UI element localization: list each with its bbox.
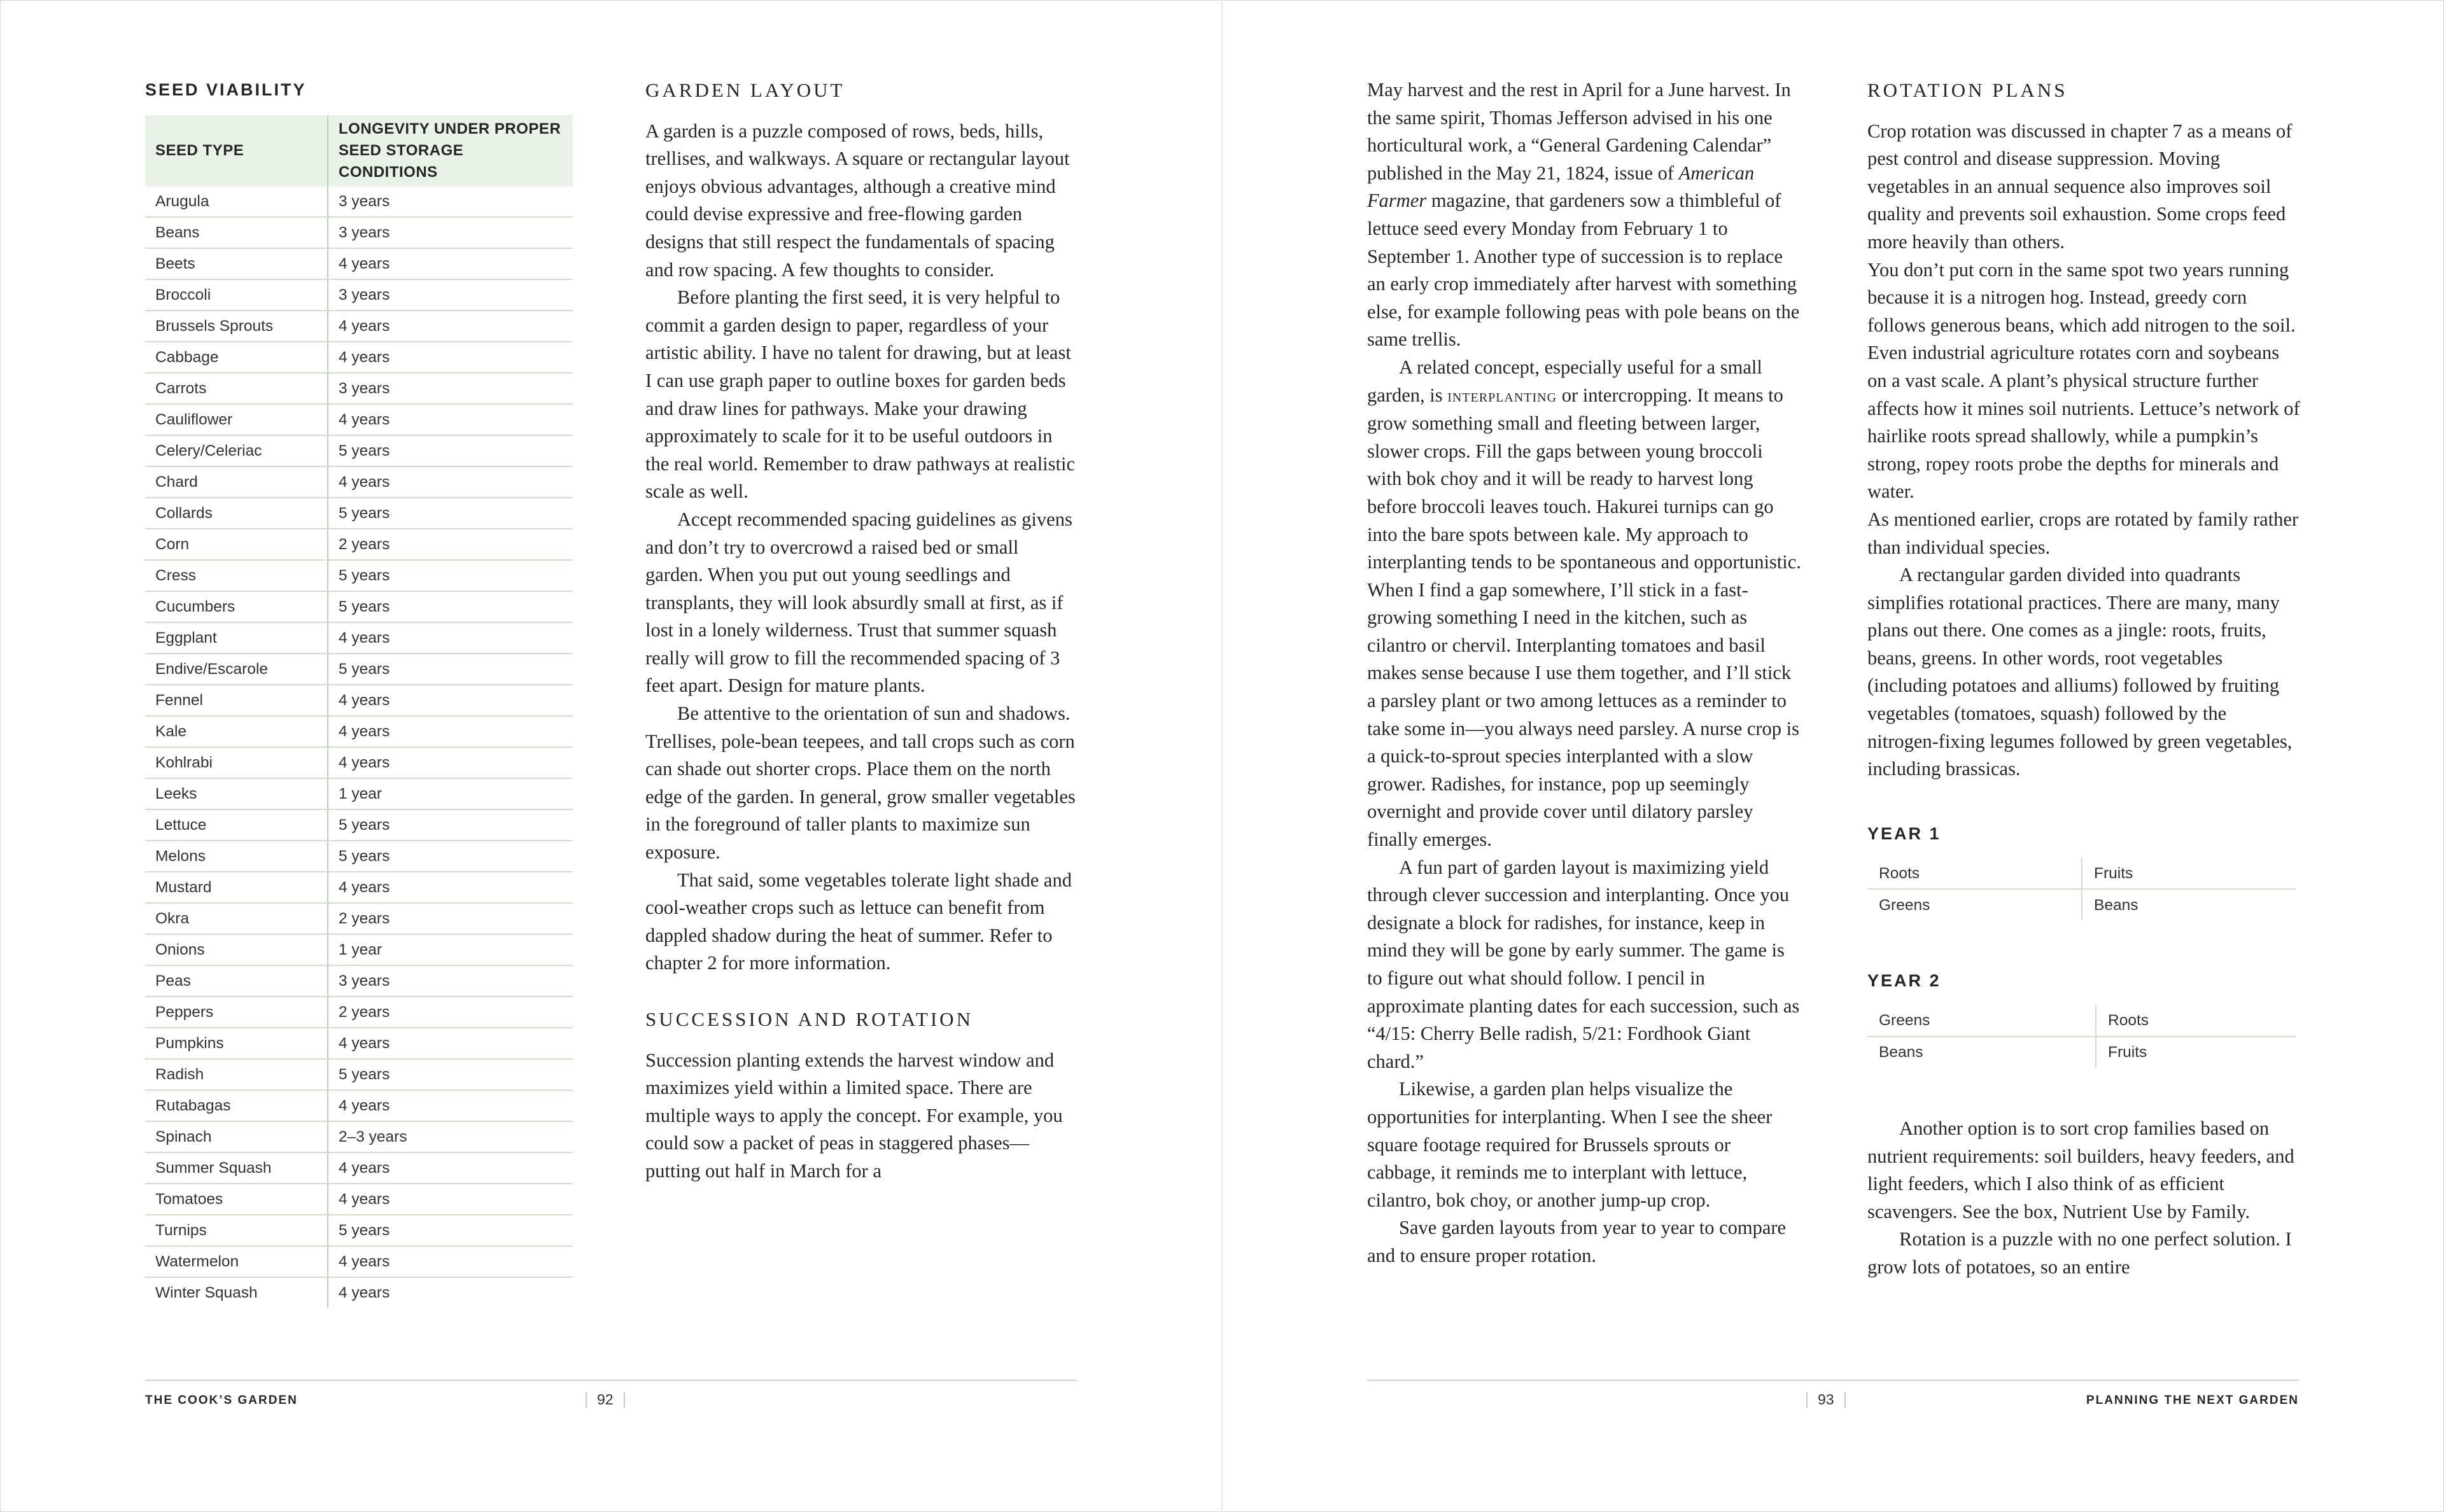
seed-viability-title: SEED VIABILITY [145, 80, 307, 99]
longevity-cell: 5 years [328, 591, 573, 622]
longevity-cell: 4 years [328, 248, 573, 279]
garden-layout-paragraph: That said, some vegetables tolerate light shade and cool-weather crops such as lettuce can benefit from dappled shadow during the heat of summer. Refer to chapter 2 for more information. [645, 869, 1072, 974]
table-row [145, 841, 573, 872]
table-row [145, 560, 573, 591]
seed-type-cell: Pumpkins [145, 1028, 328, 1059]
longevity-cell: 2 years [328, 997, 573, 1028]
seed-type-cell: Okra [145, 903, 328, 934]
succession-heading: SUCCESSION AND ROTATION [645, 1008, 973, 1030]
longevity-cell: 3 years [328, 965, 573, 997]
longevity-cell: 4 years [328, 1028, 573, 1059]
rotation-paragraph: Crop rotation was discussed in chapter 7 as a means of pest control and disease suppression. Moving vegetables in an annual sequence also improves soil quality and prevents soil exhaustion. Some crops feed more heavily than others. [1867, 120, 2293, 253]
grid-cell: Greens [1867, 1005, 2096, 1036]
rotation-paragraph: A rectangular garden divided into quadrants simplifies rotational practices. There are many, many plans out there. One comes as a jingle: roots, fruits, beans, greens. In other words, root vegetables (including potatoes and alliums) followed by fruiting vegetables (tomatoes, squash) followed by the nitrogen-fixing legumes followed by green vegetables, including brassicas. [1867, 564, 2293, 780]
seed-type-cell: Carrots [145, 373, 328, 404]
seed-type-cell: Beans [145, 217, 328, 248]
table-row [145, 934, 573, 965]
seed-type-cell: Eggplant [145, 622, 328, 654]
table-row [145, 716, 573, 747]
footer-rule-left [145, 1380, 1077, 1381]
table-row [145, 404, 573, 435]
seed-type-cell: Rutabagas [145, 1090, 328, 1121]
seed-type-cell: Summer Squash [145, 1152, 328, 1184]
seed-type-cell: Mustard [145, 872, 328, 903]
table-row [145, 1246, 573, 1277]
table-row [145, 622, 573, 654]
year-2-label: YEAR 2 [1867, 971, 1941, 991]
grid-cell: Greens [1867, 890, 2082, 920]
seed-table-body [145, 186, 573, 1308]
garden-layout-paragraph: Accept recommended spacing guidelines as givens and don’t try to overcrowd a raised bed or small garden. When you put out young seedlings and transplants, they will look absurdly small at first, as if lost in a lonely wilderness. Trust that summer squash really will grow to fill the recommended spacing of 3 feet apart. Design for mature plants. [645, 508, 1072, 697]
table-row [145, 342, 573, 373]
table-row [145, 529, 573, 560]
interplanting-term: interplanting [1447, 385, 1557, 406]
garden-layout-heading: GARDEN LAYOUT [645, 79, 845, 101]
succession-paragraph: May harvest and the rest in April for a June harvest. In the same spirit, Thomas Jefferson advised in his one horticultural work, a “General Gardening Calendar” published in the May 21, 1824, issue of American Farmer magazine, that gardeners sow a thimbleful of lettuce seed every Monday from February 1 to September 1. Another type of succession is to replace an early crop immediately after harvest with something else, for example following peas with pole beans on the same trellis. [1367, 79, 1800, 351]
longevity-cell: 4 years [328, 342, 573, 373]
grid-cell: Fruits [2108, 1044, 2147, 1061]
table-row [145, 1059, 573, 1090]
interplanting-paragraph: A related concept, especially useful for a small garden, is interplanting or intercropping. It means to grow something small and fleeting between larger, slower crops. Fill the gaps between young broccoli with bok choy and it will be ready to harvest long before broccoli leaves touch. Hakurei turnips can go into the bare spots between kale. My approach to interplanting tends to be spontaneous and opportunistic. When I find a gap somewhere, I’ll stick in a fast-growing something I need in the kitchen, such as cilantro or chervil. Interplanting tomatoes and basil makes sense because I use them together, and I’ll stick a parsley plant or two among lettuces as a reminder to take some in—you always need parsley. A nurse crop is a quick-to-sprout species interplanted with a slow grower. Radishes, for instance, pop up seemingly overnight and provide cover until dilatory parsley finally emerges. [1367, 356, 1801, 851]
longevity-cell: 4 years [328, 311, 573, 342]
longevity-cell: 3 years [328, 279, 573, 311]
succession-paragraph: A fun part of garden layout is maximizing yield through clever succession and interplanting. Once you designate a block for radishes, for instance, keep in mind they will be gone by early summer. The game is to figure out what should follow. I pencil in approximate planting dates for each succession, such as “4/15: Cherry Belle radish, 5/21: Fordhook Giant chard.” [1367, 856, 1800, 1072]
longevity-cell: 5 years [328, 809, 573, 841]
table-row [145, 1215, 573, 1246]
longevity-cell: 4 years [328, 1246, 573, 1277]
seed-type-cell: Winter Squash [145, 1277, 328, 1308]
rotation-paragraph: As mentioned earlier, crops are rotated by family rather than individual species. [1867, 508, 2299, 558]
table-row [145, 248, 573, 279]
seed-type-cell: Endive/Escarole [145, 654, 328, 685]
folio-divider [1806, 1392, 1808, 1408]
seed-type-cell: Cabbage [145, 342, 328, 373]
garden-layout-paragraph: Before planting the first seed, it is very helpful to commit a garden design to paper, regardless of your artistic ability. I have no talent for drawing, but at least I can use graph paper to outline boxes for garden beds and draw lines for pathways. Make your drawing approximately to scale for it to be useful outdoors in the real world. Remember to draw pathways at realistic scale as well. [645, 286, 1075, 503]
seed-type-cell: Arugula [145, 186, 328, 217]
seed-type-cell: Watermelon [145, 1246, 328, 1277]
seed-type-cell: Peas [145, 965, 328, 997]
longevity-header: LONGEVITY UNDER PROPER SEED STORAGE CONDITIONS [328, 115, 573, 186]
year-2-grid [1867, 1005, 2296, 1068]
longevity-cell: 4 years [328, 622, 573, 654]
longevity-cell: 5 years [328, 654, 573, 685]
garden-layout-paragraph: A garden is a puzzle composed of rows, beds, hills, trellises, and walkways. A square or rectangular layout enjoys obvious advantages, although a creative mind could devise expressive and free-flowing garden designs that still respect the fundamentals of spacing and row spacing. A few thoughts to consider. [645, 120, 1070, 281]
seed-type-cell: Leeks [145, 778, 328, 809]
longevity-cell: 2 years [328, 529, 573, 560]
longevity-cell: 4 years [339, 1284, 390, 1301]
grid-row [1867, 858, 2296, 890]
table-row [145, 186, 573, 217]
rotation-paragraph: Rotation is a puzzle with no one perfect solution. I grow lots of potatoes, so an entire [1867, 1228, 2292, 1278]
succession-paragraph: Likewise, a garden plan helps visualize the opportunities for interplanting. When I see the sheer square footage required for Brussels sprouts or cabbage, it reminds me to interplant with lettuce, cilantro, bok choy, or another jump-up crop. [1367, 1078, 1773, 1211]
succession-paragraph: Save garden layouts from year to year to compare and to ensure proper rotation. [1367, 1217, 1787, 1266]
page-number-text: 93 [1818, 1391, 1834, 1408]
seed-type-cell: Brussels Sprouts [145, 311, 328, 342]
succession-paragraph: Succession planting extends the harvest window and maximizes yield within a limited space. There are multiple ways to apply the concept. For example, you could sow a packet of peas in staggered phases—putting out half in March for a [645, 1049, 1063, 1182]
longevity-cell: 4 years [328, 1184, 573, 1215]
seed-type-cell: Radish [145, 1059, 328, 1090]
year-1-label: YEAR 1 [1867, 823, 1941, 843]
longevity-cell: 2 years [328, 903, 573, 934]
longevity-cell: 4 years [328, 466, 573, 498]
table-row [145, 1277, 573, 1308]
seed-type-cell: Lettuce [145, 809, 328, 841]
running-title-right: PLANNING THE NEXT GARDEN [2086, 1394, 2299, 1407]
page-number-text: 92 [597, 1391, 614, 1408]
rotation-paragraph: Another option is to sort crop families based on nutrient requirements: soil builders, heavy feeders, and light feeders, which I also think of as efficient scavengers. See the box, Nutrient Use by Family. [1867, 1117, 2294, 1222]
folio-divider [586, 1392, 587, 1408]
table-row [145, 373, 573, 404]
seed-type-cell: Kale [145, 716, 328, 747]
longevity-cell: 2–3 years [328, 1121, 573, 1152]
longevity-cell: 5 years [328, 841, 573, 872]
footer-rule-right [1367, 1380, 2299, 1381]
seed-type-cell: Spinach [145, 1121, 328, 1152]
table-row [145, 778, 573, 809]
table-row [145, 279, 573, 311]
seed-type-cell: Peppers [145, 997, 328, 1028]
longevity-cell: 5 years [328, 1215, 573, 1246]
longevity-cell: 4 years [328, 685, 573, 716]
table-row [145, 747, 573, 778]
grid-cell: Beans [2094, 896, 2138, 914]
seed-type-cell: Celery/Celeriac [145, 435, 328, 466]
longevity-cell: 3 years [328, 373, 573, 404]
running-title-left: THE COOK’S GARDEN [145, 1394, 298, 1407]
table-row [145, 466, 573, 498]
table-row [145, 498, 573, 529]
table-row [145, 1184, 573, 1215]
folio-divider [624, 1392, 625, 1408]
table-row [145, 654, 573, 685]
table-row [145, 809, 573, 841]
longevity-cell: 4 years [328, 716, 573, 747]
seed-type-cell: Cress [145, 560, 328, 591]
longevity-cell: 5 years [328, 498, 573, 529]
table-row [145, 591, 573, 622]
table-row [145, 872, 573, 903]
seed-viability-sidebar [145, 80, 575, 1308]
grid-row [1867, 890, 2296, 920]
folio-divider [1844, 1392, 1846, 1408]
seed-type-cell: Melons [145, 841, 328, 872]
table-header-row [145, 115, 573, 186]
table-row [145, 997, 573, 1028]
grid-row [1867, 1037, 2296, 1068]
seed-type-cell: Fennel [145, 685, 328, 716]
garden-layout-paragraph: Be attentive to the orientation of sun and shadows. Trellises, pole-bean teepees, and tall crops such as corn can shade out shorter crops. Place them on the north edge of the garden. In general, grow smaller vegetables in the foreground of taller plants to maximize sun exposure. [645, 703, 1076, 864]
table-row [145, 965, 573, 997]
table-row [145, 1028, 573, 1059]
seed-type-header: SEED TYPE [145, 115, 328, 186]
page-number-92 [575, 1391, 635, 1408]
seed-type-cell: Cauliflower [145, 404, 328, 435]
page-number-93 [1796, 1391, 1856, 1408]
seed-type-cell: Turnips [145, 1215, 328, 1246]
table-row [145, 1152, 573, 1184]
longevity-cell: 4 years [328, 1152, 573, 1184]
table-row [145, 903, 573, 934]
year-1-grid [1867, 858, 2296, 920]
seed-type-cell: Beets [145, 248, 328, 279]
longevity-cell: 1 year [328, 934, 573, 965]
longevity-cell: 4 years [328, 404, 573, 435]
longevity-cell: 4 years [328, 1090, 573, 1121]
grid-cell: Roots [2108, 1012, 2149, 1030]
rotation-paragraph: You don’t put corn in the same spot two years running because it is a nitrogen hog. Instead, greedy corn follows generous beans, which add nitrogen to the soil. Even industrial agriculture rotates corn and soybeans on a vast scale. A plant’s physical structure further affects how it mines soil nutrients. Lettuce’s network of hairlike roots spread shallowly, while a pumpkin’s strong, ropey roots probe the depths for minerals and water. [1867, 258, 2300, 503]
seed-type-cell: Collards [145, 498, 328, 529]
seed-type-cell: Kohlrabi [145, 747, 328, 778]
longevity-cell: 5 years [328, 435, 573, 466]
longevity-cell: 3 years [328, 186, 573, 217]
seed-type-cell: Tomatoes [145, 1184, 328, 1215]
seed-viability-table [145, 115, 573, 1308]
seed-type-cell: Broccoli [145, 279, 328, 311]
table-row [145, 311, 573, 342]
seed-type-cell: Chard [145, 466, 328, 498]
table-row [145, 435, 573, 466]
magazine-title: American Farmer [1367, 162, 1755, 212]
longevity-cell: 3 years [328, 217, 573, 248]
rotation-plans-column [1867, 76, 2301, 1282]
book-gutter [1221, 0, 1223, 1512]
longevity-cell: 4 years [328, 747, 573, 778]
seed-type-cell: Onions [145, 934, 328, 965]
grid-row [1867, 1005, 2296, 1037]
longevity-cell: 1 year [328, 778, 573, 809]
rotation-plans-heading: ROTATION PLANS [1867, 79, 2068, 101]
table-row [145, 1121, 573, 1152]
table-row [145, 217, 573, 248]
seed-type-cell: Corn [145, 529, 328, 560]
garden-layout-column [645, 76, 1078, 1186]
longevity-cell: 5 years [328, 560, 573, 591]
longevity-cell: 4 years [328, 872, 573, 903]
seed-type-cell: Cucumbers [145, 591, 328, 622]
grid-cell: Beans [1867, 1037, 2096, 1068]
succession-continuation-column [1367, 76, 1801, 1270]
grid-cell: Fruits [2094, 864, 2133, 882]
grid-cell: Roots [1867, 858, 2082, 888]
table-row [145, 685, 573, 716]
table-row [145, 1090, 573, 1121]
longevity-cell: 5 years [328, 1059, 573, 1090]
